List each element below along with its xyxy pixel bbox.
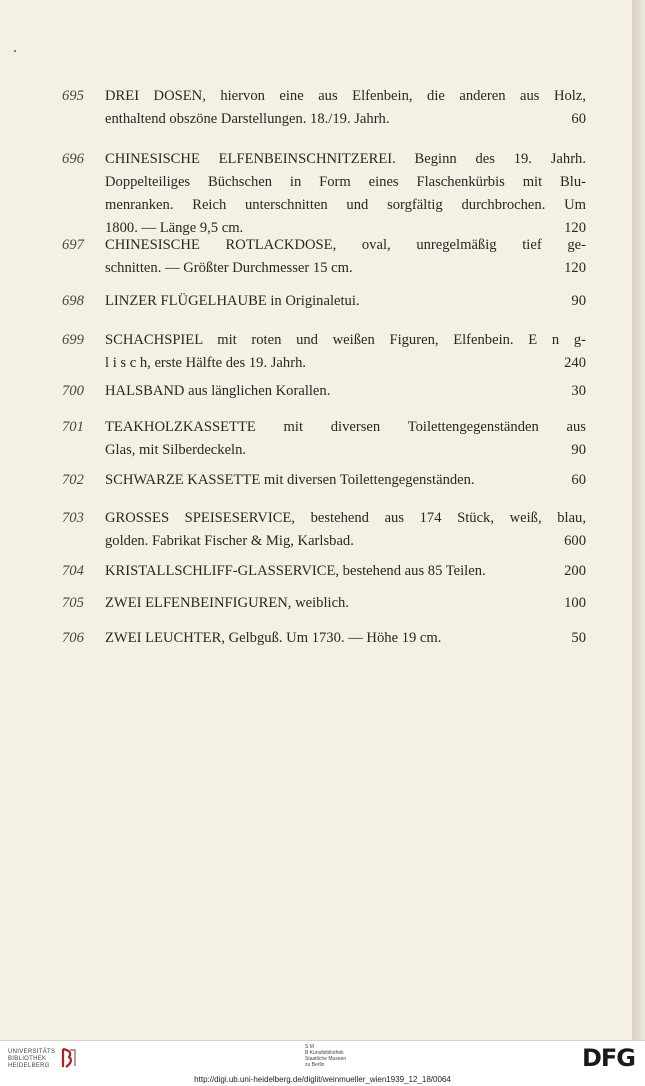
description-text: SCHWARZE KASSETTE mit diversen Toilettengegenständen.: [105, 472, 475, 488]
lot-number: 696: [62, 151, 84, 167]
description-text: KRISTALLSCHLIFF-GLASSERVICE, bestehend aus 85 Teilen.: [105, 563, 486, 579]
description-line: [105, 85, 586, 108]
lot-price: 240: [564, 355, 586, 371]
library-line: UNIVERSITÄTS: [8, 1049, 56, 1055]
description-text: ZWEI ELFENBEINFIGUREN, weiblich.: [105, 595, 349, 611]
catalog-entry: [62, 85, 586, 131]
description-line: [105, 290, 586, 313]
description-line: [105, 194, 586, 217]
description-line: [105, 439, 586, 462]
description-text: CHINESISCHE ROTLACKDOSE, oval, unregelmäßig tief ge-: [105, 237, 586, 253]
catalog-entry: [62, 627, 586, 650]
lot-price: 120: [564, 220, 586, 236]
lot-price: 30: [571, 383, 586, 399]
library-line: BIBLIOTHEK: [8, 1056, 47, 1062]
description-line: [105, 148, 586, 171]
stamp-line: Staatliche Museen: [305, 1056, 347, 1062]
description-line: [105, 530, 586, 553]
description-line: [105, 171, 586, 194]
description-text: schnitten. — Größter Durchmesser 15 cm.: [105, 260, 353, 276]
lot-price: 90: [571, 293, 586, 309]
description-text: DREI DOSEN, hiervon eine aus Elfenbein, die anderen aus Holz,: [105, 88, 586, 104]
lot-price: 90: [571, 442, 586, 458]
description-text: LINZER FLÜGELHAUBE in Originaletui.: [105, 293, 360, 309]
description-line: [105, 329, 586, 352]
description-text: 1800. — Länge 9,5 cm.: [105, 220, 244, 236]
stamp-line: zu Berlin: [305, 1062, 325, 1068]
library-logo-icon: [60, 1047, 78, 1069]
lot-price: 100: [564, 595, 586, 611]
lot-number: 698: [62, 293, 84, 309]
catalog-entry: [62, 507, 586, 553]
lot-price: 120: [564, 260, 586, 276]
catalog-entry: [62, 234, 586, 280]
description-text: GROSSES SPEISESERVICE, bestehend aus 174 Stück, weiß, blau,: [105, 510, 586, 526]
description-line: [105, 469, 586, 492]
catalog-entry: [62, 560, 586, 583]
description-line: [105, 592, 586, 615]
lot-number: 703: [62, 510, 84, 526]
description-line: [105, 234, 586, 257]
lot-price: 600: [564, 533, 586, 549]
description-text: golden. Fabrikat Fischer & Mig, Karlsbad.: [105, 533, 354, 549]
description-text: Glas, mit Silberdeckeln.: [105, 442, 247, 458]
lot-price: 60: [571, 472, 586, 488]
footer-bar: [0, 1040, 645, 1086]
lot-number: 706: [62, 630, 84, 646]
catalog-entry: [62, 416, 586, 462]
lot-number: 701: [62, 419, 84, 435]
page-edge: [632, 0, 645, 1040]
library-line: HEIDELBERG: [8, 1063, 50, 1069]
description-line: [105, 380, 586, 403]
description-text: menranken. Reich unterschnitten und sorgfältig durchbrochen. Um: [105, 197, 586, 213]
catalog-entry: [62, 290, 586, 313]
stamp-line: B Kunstbibliothek: [305, 1050, 344, 1056]
description-line: [105, 507, 586, 530]
description-text: CHINESISCHE ELFENBEINSCHNITZEREI. Beginn des 19. Jahrh.: [105, 151, 586, 167]
description-line: [105, 560, 586, 583]
lot-number: 705: [62, 595, 84, 611]
lot-number: 697: [62, 237, 84, 253]
page-speck: [14, 50, 16, 52]
lot-number: 702: [62, 472, 84, 488]
catalog-entry: [62, 469, 586, 492]
description-text: Doppelteiliges Büchschen in Form eines Flaschenkürbis mit Blu-: [105, 174, 586, 190]
catalog-entry: [62, 148, 586, 240]
description-line: [105, 108, 586, 131]
dfg-logo: DFG: [581, 1044, 635, 1072]
lot-price: 60: [571, 111, 586, 127]
catalog-entry: [62, 380, 586, 403]
museum-stamp: [305, 1044, 346, 1068]
description-text: l i s c h, erste Hälfte des 19. Jahrh.: [105, 355, 307, 371]
lot-number: 695: [62, 88, 84, 104]
lot-price: 200: [564, 563, 586, 579]
source-url-link[interactable]: http://digi.ub.uni-heidelberg.de/diglit/weinmueller_wien1939_12_18/0064: [194, 1075, 451, 1084]
lot-number: 699: [62, 332, 84, 348]
description-line: [105, 257, 586, 280]
library-name: [8, 1049, 55, 1070]
catalog-entry: [62, 592, 586, 615]
description-text: TEAKHOLZKASSETTE mit diversen Toilettengegenständen aus: [105, 419, 586, 435]
description-text: SCHACHSPIEL mit roten und weißen Figuren, Elfenbein. E n g-: [105, 332, 586, 348]
lot-number: 700: [62, 383, 84, 399]
description-line: [105, 416, 586, 439]
stamp-line: S M: [305, 1044, 314, 1050]
description-text: enthaltend obszöne Darstellungen. 18./19. Jahrh.: [105, 111, 390, 127]
description-text: ZWEI LEUCHTER, Gelbguß. Um 1730. — Höhe 19 cm.: [105, 630, 442, 646]
lot-number: 704: [62, 563, 84, 579]
catalog-entry: [62, 329, 586, 375]
description-line: [105, 627, 586, 650]
lot-price: 50: [571, 630, 586, 646]
description-line: [105, 352, 586, 375]
description-text: HALSBAND aus länglichen Korallen.: [105, 383, 331, 399]
